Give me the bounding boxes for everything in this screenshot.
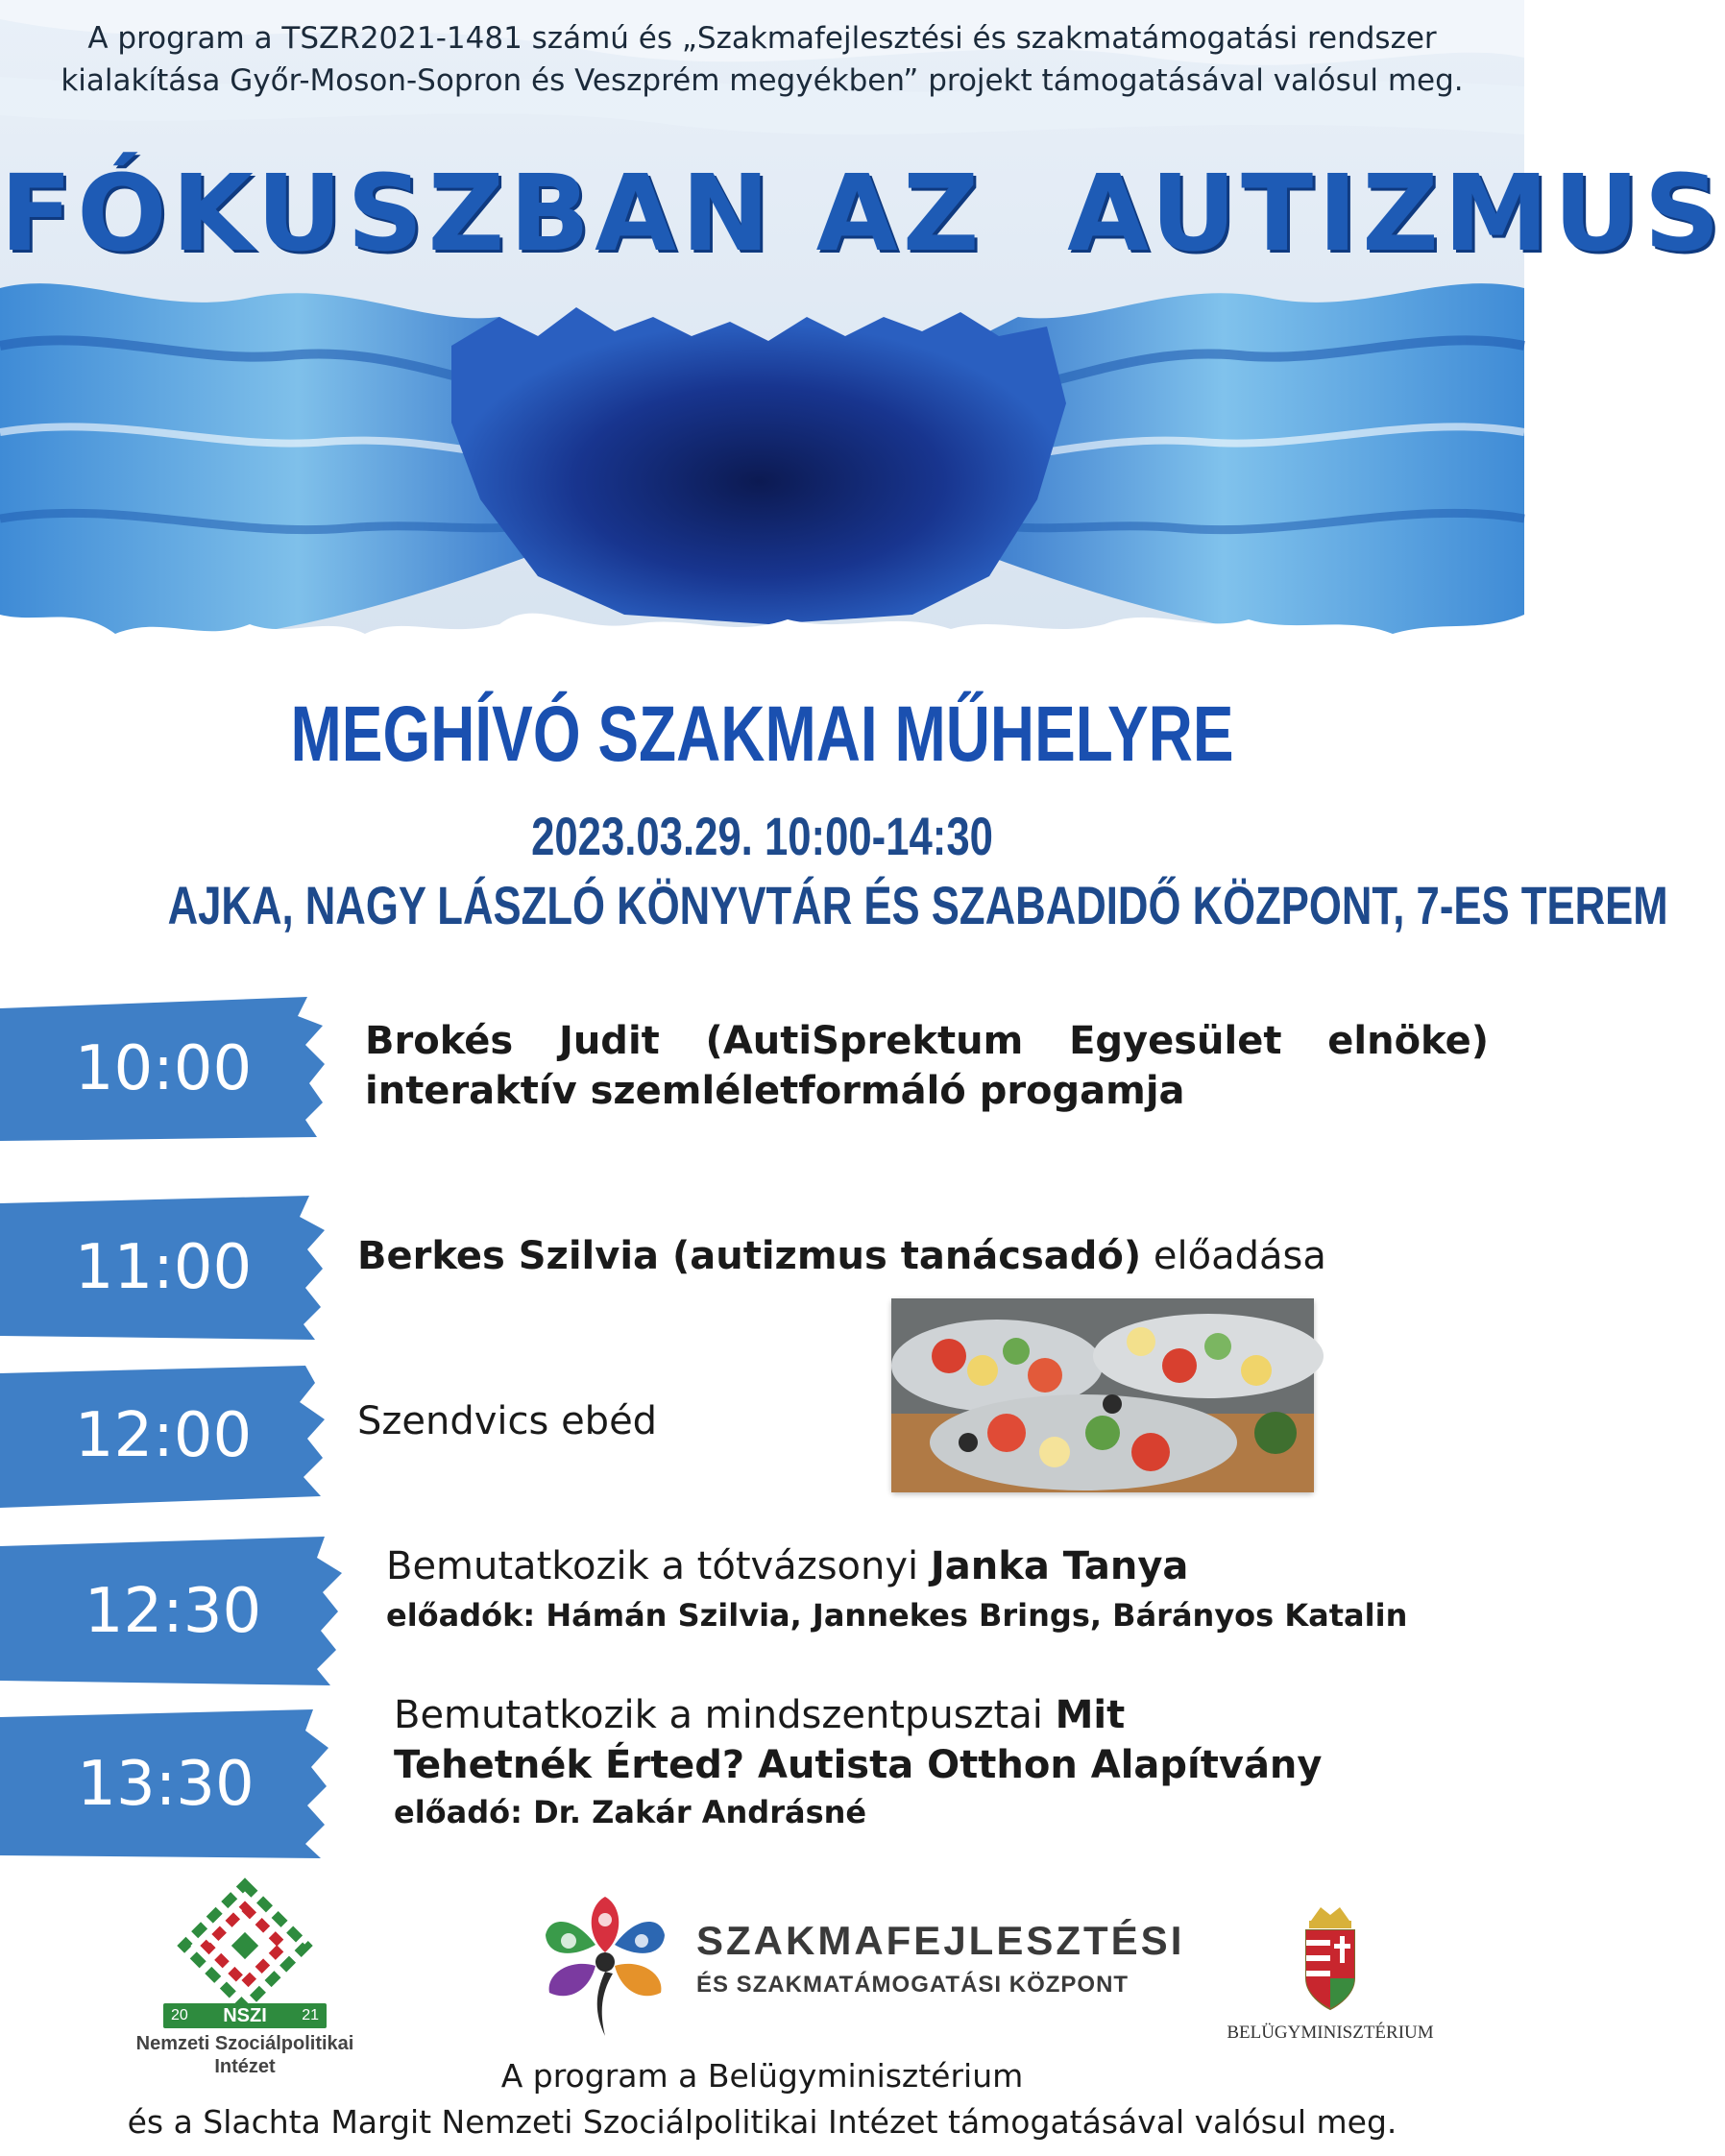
item-intro: Bemutatkozik a tótvázsonyi: [386, 1544, 931, 1588]
speaker-name: Berkes Szilvia (autizmus tanácsadó): [357, 1234, 1142, 1278]
hungarian-coat-of-arms-icon: [1191, 1902, 1470, 2022]
schedule-item-1: [365, 1016, 1489, 1116]
organization-name-start: Mit: [1055, 1693, 1126, 1737]
schedule-item-5: [394, 1690, 1498, 1832]
time-slot-1200: [0, 1364, 327, 1508]
sandwich-lunch-photo: [891, 1298, 1314, 1492]
item-type: előadása: [1141, 1234, 1326, 1278]
time-label: 11:00: [74, 1232, 253, 1303]
szk-flower-icon: [528, 1877, 682, 2041]
item-speakers: előadók: Hámán Szilvia, Jannekes Brings, Bárányos Katalin: [386, 1597, 1408, 1634]
support-line-1: A program a TSZR2021-1481 számú és „Szakmafejlesztési és szakmatámogatási rendszer: [87, 21, 1437, 56]
nszi-year-right: 21: [302, 2007, 319, 2023]
time-label: 10:00: [74, 1033, 253, 1104]
schedule-item-4: [386, 1541, 1500, 1635]
szk-name-line-2: ÉS SZAKMATÁMOGATÁSI KÖZPONT: [696, 1972, 1130, 1998]
time-label: 12:00: [74, 1400, 253, 1471]
time-slot-1230: [0, 1537, 346, 1685]
footer-support-line-1: A program a Belügyminisztérium: [500, 2057, 1024, 2095]
time-label: 12:30: [84, 1575, 262, 1647]
nszi-name-line-1: Nemzeti Szociálpolitikai: [135, 2033, 354, 2054]
time-label: 13:30: [77, 1748, 255, 1820]
support-line-2: kialakítása Győr-Moson-Sopron és Veszprém megyékben” projekt támogatásával valósul meg.: [61, 63, 1464, 98]
bm-logo: [1191, 1902, 1470, 2055]
szk-name-line-1: SZAKMAFEJLESZTÉSI: [696, 1918, 1185, 1963]
event-datetime: 2023.03.29. 10:00-14:30: [531, 806, 993, 866]
organization-name: Janka Tanya: [930, 1544, 1189, 1588]
item-speaker: előadó: Dr. Zakár Andrásné: [394, 1794, 867, 1830]
invitation-heading: MEGHÍVÓ SZAKMAI MŰHELYRE: [290, 690, 1234, 778]
item-title: Brokés Judit (AutiSprektum Egyesület elnöke): [365, 1019, 1489, 1063]
bm-name: BELÜGYMINISZTÉRIUM: [1227, 2023, 1434, 2043]
main-title: FÓKUSZBAN AZ AUTIZMUS: [0, 152, 1725, 275]
szk-logo: [528, 1877, 1185, 2041]
support-notice-top: [38, 17, 1486, 102]
time-slot-1330: [0, 1709, 331, 1858]
event-venue: AJKA, NAGY LÁSZLÓ KÖNYVTÁR ÉS SZABADIDŐ KÖZPONT, 7-ES TEREM: [167, 875, 1668, 935]
nszi-name-line-2: Intézet: [214, 2056, 276, 2077]
footer-support-line-2: és a Slachta Margit Nemzeti Szociálpolitikai Intézet támogatásával valósul meg.: [127, 2103, 1397, 2141]
food-illustration: [891, 1298, 1314, 1492]
time-slot-1100: [0, 1196, 327, 1340]
nszi-logo: [106, 1890, 384, 2082]
schedule-item-3: [357, 1396, 876, 1446]
schedule-item-2: [357, 1231, 1491, 1281]
hero-banner: [0, 0, 1725, 691]
item-title: Szendvics ebéd: [357, 1399, 658, 1443]
organization-name-end: Tehetnék Érted? Autista Otthon Alapítvány: [394, 1743, 1323, 1787]
item-subtitle: interaktív szemléletformáló progamja: [365, 1069, 1185, 1113]
nszi-badge: NSZI: [223, 2004, 267, 2026]
nszi-year-left: 20: [171, 2007, 188, 2023]
item-intro: Bemutatkozik a mindszentpusztai: [394, 1693, 1056, 1737]
ice-cave-background: [0, 0, 1725, 691]
time-slot-1000: [0, 997, 327, 1141]
